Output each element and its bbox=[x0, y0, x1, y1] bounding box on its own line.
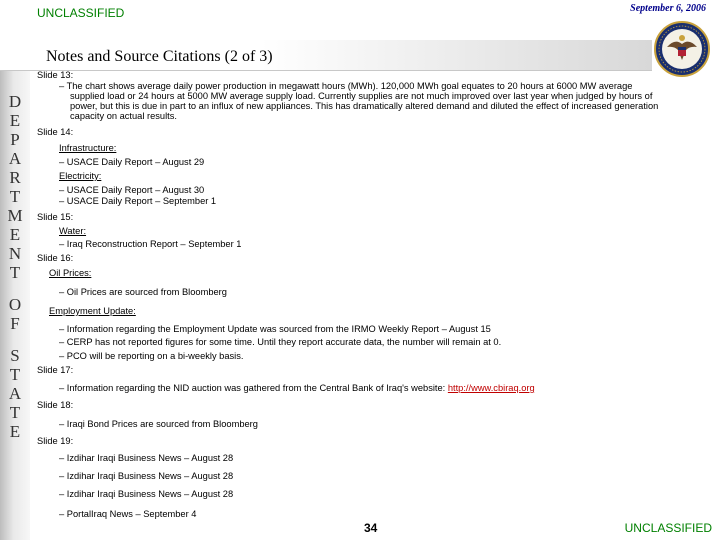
letter: E bbox=[9, 422, 21, 441]
cbiraq-link[interactable]: http://www.cbiraq.org bbox=[447, 383, 535, 393]
letter: P bbox=[10, 130, 20, 149]
letter: T bbox=[9, 187, 21, 206]
letter: E bbox=[9, 225, 21, 244]
slide-19-item: – Izdihar Iraqi Business News – August 28 bbox=[59, 453, 234, 463]
date-label: September 6, 2006 bbox=[630, 3, 706, 14]
letter: O bbox=[8, 295, 22, 314]
page-number: 34 bbox=[364, 521, 378, 535]
nid-auction-text: – Information regarding the NID auction was gathered from the Central Bank of Iraq's website: bbox=[59, 383, 446, 393]
slide-14-label: Slide 14: bbox=[37, 127, 74, 137]
slide-18-text: – Iraqi Bond Prices are sourced from Bloomberg bbox=[59, 419, 258, 429]
oil-prices-item: – Oil Prices are sourced from Bloomberg bbox=[59, 287, 227, 297]
slide-17-label: Slide 17: bbox=[37, 365, 74, 375]
slide-17-text bbox=[59, 383, 535, 394]
letter: D bbox=[8, 92, 22, 111]
electricity-item: – USACE Daily Report – September 1 bbox=[59, 196, 217, 206]
department-of-state-vertical bbox=[0, 92, 30, 441]
letter: F bbox=[10, 314, 20, 333]
slide-19-item: – PortalIraq News – September 4 bbox=[59, 509, 197, 519]
employment-item: – Information regarding the Employment Update was sourced from the IRMO Weekly Report – August 15 bbox=[59, 324, 491, 334]
letter: A bbox=[8, 149, 22, 168]
letter: T bbox=[9, 263, 21, 282]
slide-13-label: Slide 13: bbox=[37, 70, 74, 80]
employment-item: – CERP has not reported figures for some time. Until they report accurate data, the number will remain at 0. bbox=[59, 337, 502, 347]
water-heading: Water: bbox=[59, 226, 87, 236]
letter: T bbox=[9, 365, 21, 384]
page-title: Notes and Source Citations (2 of 3) bbox=[46, 48, 273, 65]
slide-19-item: – Izdihar Iraqi Business News – August 28 bbox=[59, 489, 234, 499]
letter: T bbox=[9, 403, 21, 422]
electricity-item: – USACE Daily Report – August 30 bbox=[59, 185, 205, 195]
slide-19-item: – Izdihar Iraqi Business News – August 28 bbox=[59, 471, 234, 481]
letter: M bbox=[7, 206, 23, 225]
employment-heading: Employment Update: bbox=[49, 306, 136, 316]
slide-13-text-3: power, but this is due in part to an influx of new appliances. This has dramatically altered demand and diluted the effect of increased generation bbox=[70, 101, 659, 111]
slide-13-text-4: capacity on actual results. bbox=[70, 111, 177, 121]
classification-footer: UNCLASSIFIED bbox=[624, 521, 712, 535]
letter: A bbox=[8, 384, 22, 403]
letter: E bbox=[9, 111, 21, 130]
letter: R bbox=[9, 168, 21, 187]
seal-icon bbox=[653, 20, 711, 78]
slide-18-label: Slide 18: bbox=[37, 400, 74, 410]
electricity-heading: Electricity: bbox=[59, 171, 102, 181]
infrastructure-item: – USACE Daily Report – August 29 bbox=[59, 157, 205, 167]
letter: S bbox=[10, 346, 20, 365]
infrastructure-heading: Infrastructure: bbox=[59, 143, 117, 153]
slide-13-text-2: supplied load or 24 hours at 5000 MW average supply load. Currently supplies are not much improved over last year when judged by hours of bbox=[70, 91, 653, 101]
slide-15-label: Slide 15: bbox=[37, 212, 74, 222]
slide-19-label: Slide 19: bbox=[37, 436, 74, 446]
classification-header: UNCLASSIFIED bbox=[37, 6, 125, 20]
oil-prices-heading: Oil Prices: bbox=[49, 268, 92, 278]
letter: N bbox=[8, 244, 22, 263]
employment-item: – PCO will be reporting on a bi-weekly basis. bbox=[59, 351, 244, 361]
water-item: – Iraq Reconstruction Report – September 1 bbox=[59, 239, 242, 249]
slide-16-label: Slide 16: bbox=[37, 253, 74, 263]
slide-13-text: – The chart shows average daily power production in megawatt hours (MWh). 120,000 MWh goal equates to 20 hours at 6000 MW average bbox=[59, 81, 633, 91]
